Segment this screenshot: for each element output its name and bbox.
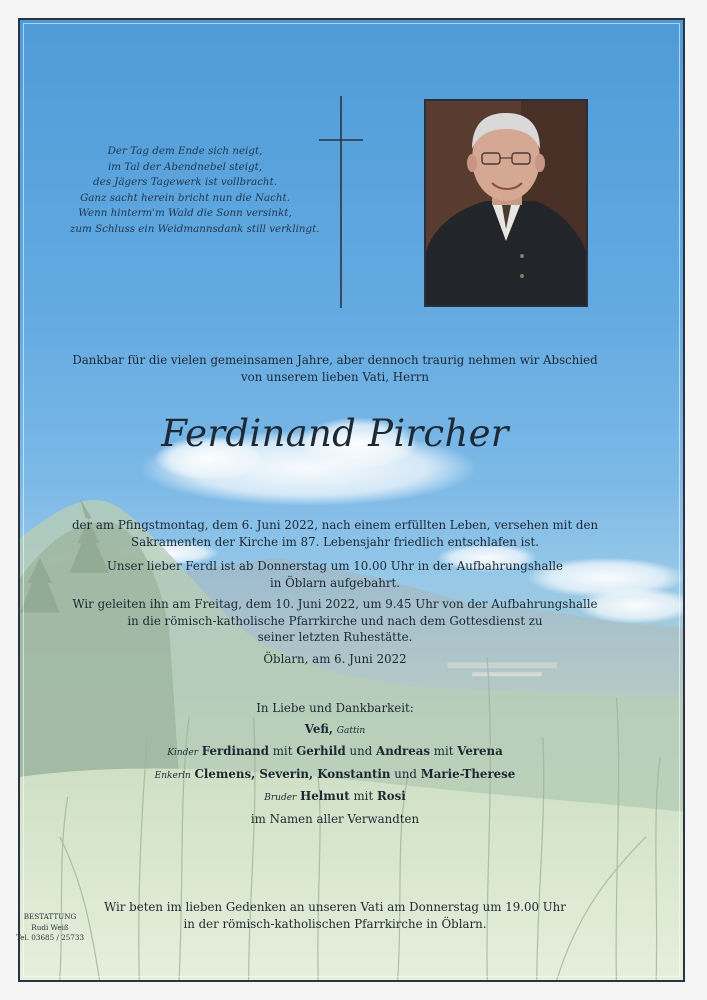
- undertaker-info: [7, 912, 93, 944]
- funeral-line: Wir geleiten ihn am Freitag, dem 10. Juni 2022, um 9.45 Uhr von der Aufbahrungshalle: [72, 597, 598, 611]
- funeral-line: seiner letzten Ruhestätte.: [257, 630, 413, 644]
- poem-line: Der Tag dem Ende sich neigt,: [107, 145, 263, 157]
- grandchildren-label: Enkerln: [154, 770, 191, 781]
- connector: und: [349, 744, 373, 758]
- family-wife: [62, 719, 608, 742]
- viewing-notice: [62, 558, 608, 591]
- family-grandchildren: [62, 764, 608, 787]
- family-heading: In Liebe und Dankbarkeit:: [256, 701, 414, 715]
- intro-line: von unserem lieben Vati, Herrn: [241, 369, 429, 384]
- poem-line: Wenn hinterm'm Wald die Sonn versinkt,: [78, 207, 292, 220]
- child-name: Andreas: [376, 744, 431, 758]
- prayer-line: in der römisch-katholischen Pfarrkirche in Öblarn.: [183, 916, 487, 931]
- poem-line: Ganz sacht herein bricht nun die Nacht.: [80, 191, 290, 204]
- undertaker-name: Rudi Weiß: [31, 922, 69, 932]
- undertaker-phone: Tel. 03685 / 25733: [15, 933, 85, 942]
- family-children: [62, 741, 608, 764]
- prayer-line: Wir beten im lieben Gedenken an unseren Vati am Donnerstag um 19.00 Uhr: [104, 900, 566, 914]
- grandchild-name: Marie-Therese: [420, 766, 516, 781]
- funeral-line: in die römisch-katholische Pfarrkirche und nach dem Gottesdienst zu: [127, 613, 543, 628]
- connector: mit: [433, 744, 454, 758]
- prayer-notice: [62, 899, 608, 932]
- partner-name: Gerhild: [296, 744, 346, 758]
- intro-text: [62, 352, 608, 385]
- brother-partner-name: Rosi: [376, 789, 406, 803]
- connector: mit: [353, 789, 374, 803]
- wife-role: Gattin: [336, 725, 366, 736]
- portrait-image: [426, 101, 586, 305]
- brother-label: Bruder: [264, 793, 297, 803]
- family-brother: [62, 786, 608, 809]
- wife-name: Vefi,: [304, 721, 334, 736]
- brother-name: Helmut: [300, 789, 350, 803]
- poem-line: des Jägers Tagewerk ist vollbracht.: [93, 176, 277, 189]
- viewing-line: in Öblarn aufgebahrt.: [270, 575, 400, 590]
- child-name: Ferdinand: [201, 744, 269, 758]
- grandchildren-names: Clemens, Severin, Konstantin: [194, 766, 391, 781]
- deceased-name: Ferdinand Pircher: [161, 412, 509, 455]
- undertaker-title: BESTATTUNG: [23, 912, 77, 921]
- children-label: Kinder: [167, 748, 199, 758]
- family-list: [62, 698, 608, 829]
- partner-name: Verena: [457, 744, 503, 758]
- connector: mit: [272, 744, 293, 758]
- death-notice-line: Sakramenten der Kirche im 87. Lebensjahr friedlich entschlafen ist.: [131, 534, 539, 549]
- death-notice: [62, 517, 608, 550]
- funeral-notice: [62, 596, 608, 646]
- intro-line: Dankbar für die vielen gemeinsamen Jahre, aber dennoch traurig nehmen wir Abschied: [72, 353, 598, 367]
- death-notice-line: der am Pfingstmontag, dem 6. Juni 2022, nach einem erfüllten Leben, versehen mit den: [71, 518, 599, 532]
- portrait-photo: [424, 99, 588, 307]
- viewing-line: Unser lieber Ferdl ist ab Donnerstag um 10.00 Uhr in der Aufbahrungshalle: [106, 559, 564, 573]
- connector: und: [394, 766, 417, 781]
- poem: [70, 144, 320, 238]
- poem-line: zum Schluss ein Weidmannsdank still verklingt.: [70, 222, 320, 235]
- poem-line: im Tal der Abendnebel steigt,: [107, 160, 263, 173]
- cross-icon: [318, 96, 364, 308]
- place-date: Öblarn, am 6. Juni 2022: [263, 652, 407, 666]
- family-relatives: im Namen aller Verwandten: [250, 811, 420, 826]
